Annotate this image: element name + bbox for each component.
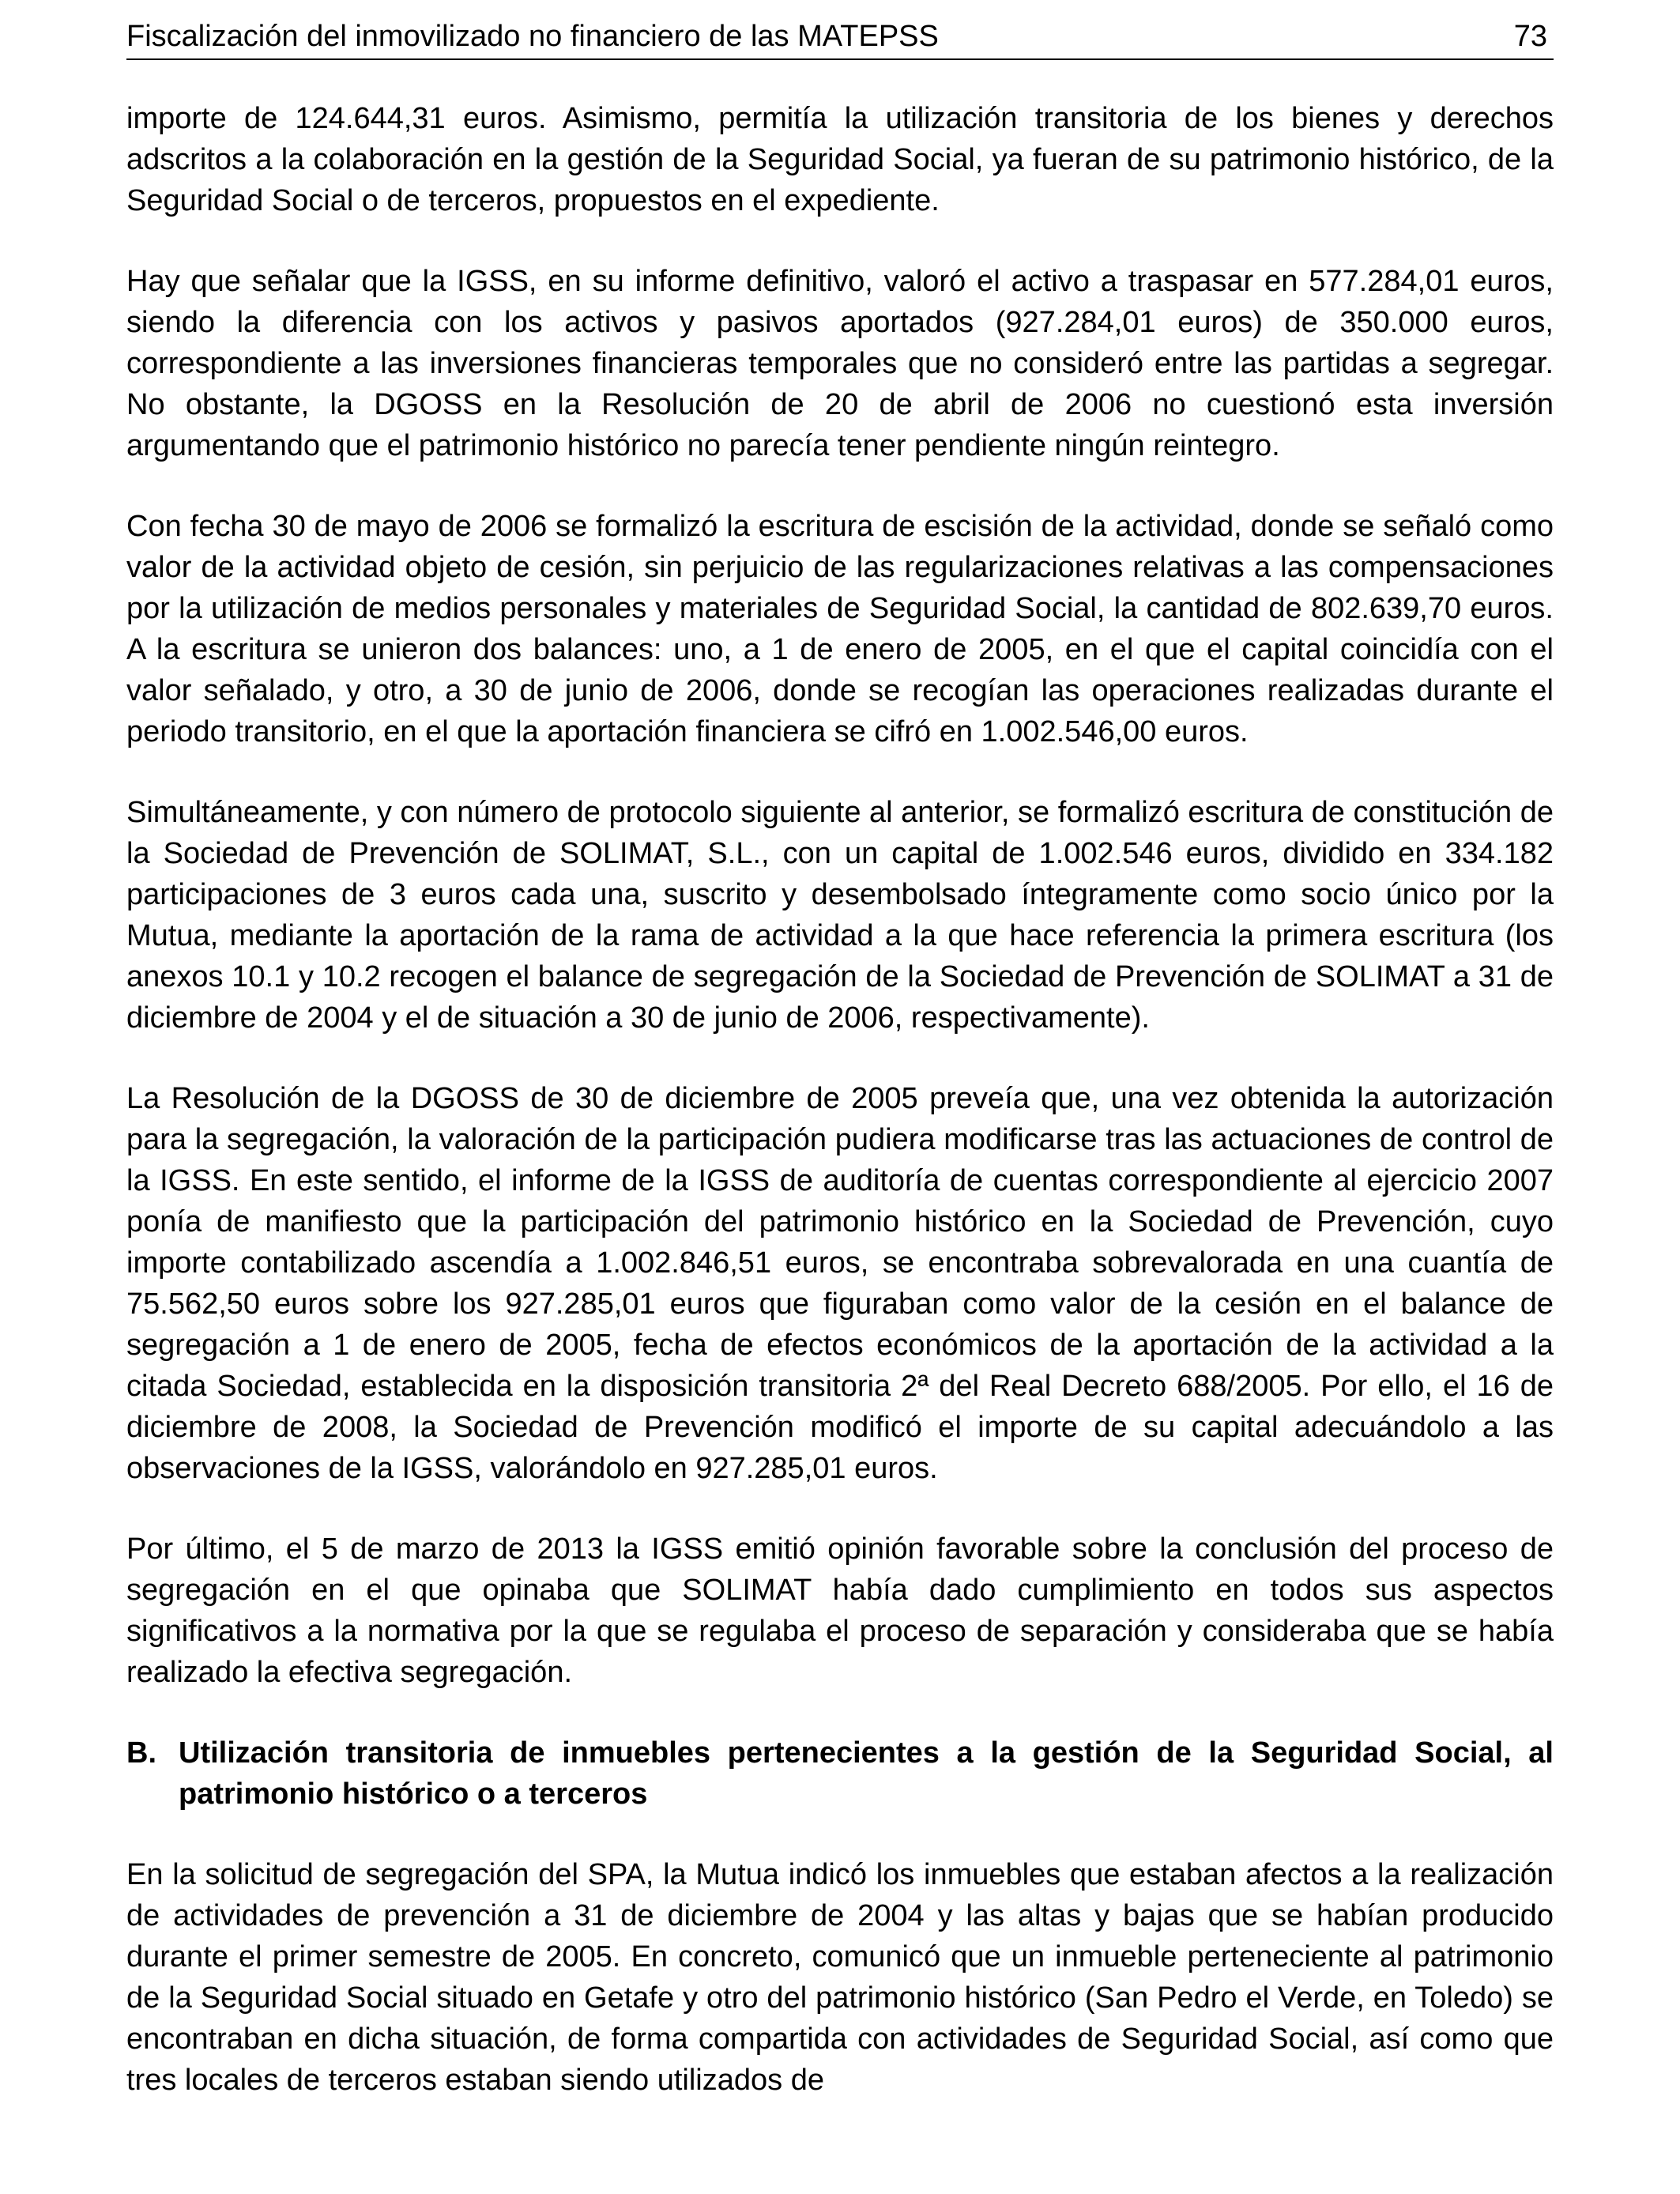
document-body [126,98,1554,2140]
page-number: 73 [1513,20,1547,53]
section-b-heading [126,1732,1554,1815]
paragraph-2: Hay que señalar que la IGSS, en su informe definitivo, valoró el activo a traspasar en 577.284,01 euros, siendo la diferencia con los activos y pasivos aportados (927.284,01 euros) de 350.000 euros, correspondiente a las inversiones financieras temporales que no consideró entre las partidas a segregar. No obstante, la DGOSS en la Resolución de 20 de abril de 2006 no cuestionó esta inversión argumentando que el patrimonio histórico no parecía tener pendiente ningún reintegro. [126,265,1554,462]
paragraph-3: Con fecha 30 de mayo de 2006 se formalizó la escritura de escisión de la actividad, donde se señaló como valor de la actividad objeto de cesión, sin perjuicio de las regularizaciones relativas a las compensaciones por la utilización de medios personales y materiales de Seguridad Social, la cantidad de 802.639,70 euros. A la escritura se unieron dos balances: uno, a 1 de enero de 2005, en el que el capital coincidía con el valor señalado, y otro, a 30 de junio de 2006, donde se recogían las operaciones realizadas durante el periodo transitorio, en el que la aportación financiera se cifró en 1.002.546,00 euros. [126,510,1554,748]
header-title: Fiscalización del inmovilizado no financiero de las MATEPSS [126,20,939,53]
paragraph-6: Por último, el 5 de marzo de 2013 la IGSS emitió opinión favorable sobre la conclusión del proceso de segregación en el que opinaba que SOLIMAT había dado cumplimiento en todos sus aspectos significativos a la normativa por la que se regulaba el proceso de separación y consideraba que se había realizado la efectiva segregación. [126,1532,1554,1689]
paragraph-5: La Resolución de la DGOSS de 30 de diciembre de 2005 preveía que, una vez obtenida la autorización para la segregación, la valoración de la participación pudiera modificarse tras las actuaciones de control de la IGSS. En este sentido, el informe de la IGSS de auditoría de cuentas correspondiente al ejercicio 2007 ponía de manifiesto que la participación del patrimonio histórico en la Sociedad de Prevención, cuyo importe contabilizado ascendía a 1.002.846,51 euros, se encontraba sobrevalorada en una cuantía de 75.562,50 euros sobre los 927.285,01 euros que figuraban como valor de la cesión en el balance de segregación a 1 de enero de 2005, fecha de efectos económicos de la aportación de la actividad a la citada Sociedad, establecida en la disposición transitoria 2ª del Real Decreto 688/2005. Por ello, el 16 de diciembre de 2008, la Sociedad de Prevención modificó el importe de su capital adecuándolo a las observaciones de la IGSS, valorándolo en 927.285,01 euros. [126,1082,1554,1485]
running-header [126,17,1554,60]
paragraph-4: Simultáneamente, y con número de protocolo siguiente al anterior, se formalizó escritura de constitución de la Sociedad de Prevención de SOLIMAT, S.L., con un capital de 1.002.546 euros, dividido en 334.182 participaciones de 3 euros cada una, suscrito y desembolsado íntegramente como socio único por la Mutua, mediante la aportación de la rama de actividad a la que hace referencia la primera escritura (los anexos 10.1 y 10.2 recogen el balance de segregación de la Sociedad de Prevención de SOLIMAT a 31 de diciembre de 2004 y el de situación a 30 de junio de 2006, respectivamente). [126,796,1554,1035]
paragraph-1: importe de 124.644,31 euros. Asimismo, permitía la utilización transitoria de los bienes y derechos adscritos a la colaboración en la gestión de la Seguridad Social, ya fueran de su patrimonio histórico, de la Seguridad Social o de terceros, propuestos en el expediente. [126,102,1554,217]
section-b-letter: B. [126,1736,156,1770]
section-b-title: Utilización transitoria de inmuebles pertenecientes a la gestión de la Seguridad Social, al patrimonio histórico o a terceros [179,1736,1554,1811]
section-b-paragraph: En la solicitud de segregación del SPA, la Mutua indicó los inmuebles que estaban afectos a la realización de actividades de prevención a 31 de diciembre de 2004 y las altas y bajas que se habían producido durante el primer semestre de 2005. En concreto, comunicó que un inmueble perteneciente al patrimonio de la Seguridad Social situado en Getafe y otro del patrimonio histórico (San Pedro el Verde, en Toledo) se encontraban en dicha situación, de forma compartida con actividades de Seguridad Social, así como que tres locales de terceros estaban siendo utilizados de [126,1858,1554,2097]
